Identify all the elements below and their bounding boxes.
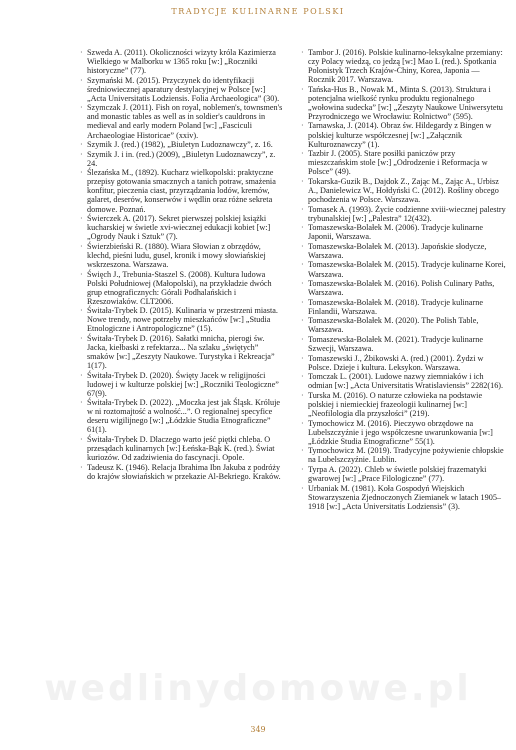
bibliography-column-right bbox=[301, 48, 507, 511]
bibliography-entry: · Świerczek A. (2017). Sekret pierwszej polskiej książki kucharskiej w świetle xvi-wiecznej edukacji kobiet [w:] „Ogrody Nauk i Sztuk” (7). bbox=[80, 214, 286, 241]
running-header: TRADYCJE KULINARNE POLSKI bbox=[171, 7, 345, 16]
bibliography-entry: · Tarnawska, J. (2014). Obraz św. Hildegardy z Bingen w polskiej kulturze współczesnej [w:] „Załącznik Kulturoznawczy” (1). bbox=[301, 121, 507, 148]
bibliography-entry: · Świerzbieński R. (1880). Wiara Słowian z obrzędów, klechd, pieśni ludu, gusel, kronik i mowy słowiańskiej wskrzeszona. Warszawa. bbox=[80, 242, 286, 269]
page-number: 349 bbox=[250, 725, 266, 734]
bibliography-entry: · Tańska-Hus B., Nowak M., Minta S. (2013). Struktura i potencjalna wielkość rynku produktu regionalnego „wołowina sudecka” [w:] „Zeszyty Naukowe Uniwersytetu Przyrodniczego we Wrocławiu: Rolnictwo” (595). bbox=[301, 85, 507, 121]
bibliography-entry: · Tomczak L. (2001). Ludowe nazwy ziemniaków i ich odmian [w:] „Acta Universitatis Wratislaviensis” 2282(16). bbox=[301, 372, 507, 390]
bibliography-entry: · Tomaszewska-Bolałek M. (2021). Tradycje kulinarne Szwecji, Warszawa. bbox=[301, 335, 507, 353]
bibliography-entry: · Turska M. (2016). O naturze człowieka na podstawie polskiej i niemieckiej frazeologii kulinarnej [w:] „Neofilologia dla przyszłości” (219). bbox=[301, 391, 507, 418]
bibliography-entry: · Tomaszewska-Bolałek M. (2006). Tradycje kulinarne Japonii, Warszawa. bbox=[301, 223, 507, 241]
bibliography-entry: · Szymczak J. (2011). Fish on royal, noblemen's, townsmen's and monastic tables as well as in soldier's cauldrons in medieval and early modern Poland [w:] „Fasciculi Archaeologiae Historicae” (xxiv). bbox=[80, 103, 286, 139]
watermark: wedlinydomowe.pl bbox=[44, 668, 472, 709]
bibliography-entry: · Tazbir J. (2005). Stare posiłki paniczów przy mieszczańskim stole [w:] „Odrodzenie i Reformacja w Polsce” (49). bbox=[301, 149, 507, 176]
bibliography-column-left bbox=[80, 48, 286, 481]
bibliography-entry: · Szweda A. (2011). Okoliczności wizyty króla Kazimierza Wielkiego w Malborku w 1365 roku [w:] „Roczniki historyczne” (77). bbox=[80, 48, 286, 75]
bibliography-entry: · Święch J., Trebunia-Staszel S. (2008). Kultura ludowa Polski Południowej (Małopolski), na przykładzie dwóch grup etnograficznych: Górali Podhalańskich i Rzeszowiaków. CLT2006. bbox=[80, 270, 286, 306]
bibliography-entry: · Tyrpa A. (2022). Chleb w świetle polskiej frazematyki gwarowej [w:] „Prace Filologiczne” (77). bbox=[301, 465, 507, 483]
bibliography-entry: · Tomaszewska-Bolałek M. (2016). Polish Culinary Paths, Warszawa. bbox=[301, 279, 507, 297]
bibliography-entry: · Tomasek A. (1993). Życie codzienne xviii-wiecznej palestry trybunalskiej [w:] „Palestra” 12(432). bbox=[301, 205, 507, 223]
bibliography-entry: · Tomaszewska-Bolałek M. (2015). Tradycje kulinarne Korei, Warszawa. bbox=[301, 260, 507, 278]
bibliography-entry: · Szymik J. i in. (red.) (2009), „Biuletyn Ludoznawczy”, z. 24. bbox=[80, 150, 286, 168]
bibliography-entry: · Tymochowicz M. (2019). Tradycyjne pożywienie chłopskie na Lubelszczyźnie. Lublin. bbox=[301, 446, 507, 464]
bibliography-entry: · Ślezańska M., (1892). Kucharz wielkopolski: praktyczne przepisy gotowania smacznych a tanich potraw, smażenia konfitur, pieczenia ciast, przyrządzania lodów, kremów, galaret, deserów, konserwów i wędlin oraz różne sekreta domowe. Poznań. bbox=[80, 168, 286, 213]
bibliography-entry: · Świtała-Trybek D. (2016). Sałatki mnicha, pierogi św. Jacka, kiełbaski z refektarza... Na szlaku „świętych” smaków [w:] „Zeszyty Naukowe. Turystyka i Rekreacja” 1(17). bbox=[80, 334, 286, 370]
bibliography-entry: · Tadeusz K. (1946). Relacja Ibrahima Ibn Jakuba z podróży do krajów słowiańskich w przekazie Al-Bekriego. Kraków. bbox=[80, 463, 286, 481]
bibliography-entry: · Tomaszewska-Bolałek M. (2018). Tradycje kulinarne Finlandii, Warszawa. bbox=[301, 298, 507, 316]
bibliography-entry: · Tymochowicz M. (2016). Pieczywo obrzędowe na Lubelszczyźnie i jego współczesne uwarunkowania [w:] „Łódzkie Studia Etnograficzne” 55(1). bbox=[301, 419, 507, 446]
bibliography-entry: · Tambor J. (2016). Polskie kulinarno-leksykalne przemiany: czy Polacy wiedzą, co jedzą [w:] Mao L (red.). Spotkania Polonistyk Trzech Krajów-Chiny, Korea, Japonia — Rocznik 2017. Warszawa. bbox=[301, 48, 507, 84]
bibliography-entry: · Tomaszewska-Bolałek M. (2013). Japońskie słodycze, Warszawa. bbox=[301, 242, 507, 260]
bibliography-entry: · Tomaszewski J., Żbikowski A. (red.) (2001). Żydzi w Polsce. Dzieje i kultura. Leksykon. Warszawa. bbox=[301, 354, 507, 372]
bibliography-entry: · Szymański M. (2015). Przyczynek do identyfikacji średniowiecznej aparatury destylacyjnej w Polsce [w:] „Acta Universitatis Lodziensis. Folia Archaeologica” (30). bbox=[80, 76, 286, 103]
bibliography-entry: · Świtała-Trybek D. (2022). „Moczka jest jak Śląsk. Króluje w ni roztomajtość a wolność...”. O regionalnej specyfice deseru wigilijnego [w:] „Łódzkie Studia Etnograficzne” 61(1). bbox=[80, 398, 286, 434]
bibliography-entry: · Świtała-Trybek D. (2020). Święty Jacek w religijności ludowej i w kulturze polskiej [w:] „Roczniki Teologiczne” 67(9). bbox=[80, 371, 286, 398]
bibliography-entry: · Świtała-Trybek D. Dlaczego warto jeść piętki chleba. O przesądach kulinarnych [w:] Łeńska-Bąk K. (red.). Świat kuriozów. Od zadziwienia do fascynacji. Opole. bbox=[80, 435, 286, 462]
bibliography-entry: · Tokarska-Guzik B., Dajdok Z., Zając M., Zając A., Urbisz A., Danielewicz W., Hołdyński C. (2012). Rośliny obcego pochodzenia w Polsce. Warszawa. bbox=[301, 177, 507, 204]
bibliography-entry: · Urbaniak M. (1981). Koła Gospodyń Wiejskich Stowarzyszenia Zjednoczonych Ziemianek w latach 1905–1918 [w:] „Acta Universitatis Lodziensis” (3). bbox=[301, 484, 507, 511]
bibliography-entry: · Świtała-Trybek D. (2015). Kulinaria w przestrzeni miasta. Nowe trendy, nowe potrzeby mieszkańców [w:] „Studia Etnologiczne i Antropologiczne” (15). bbox=[80, 306, 286, 333]
bibliography-entry: · Tomaszewska-Bolałek M. (2020). The Polish Table, Warszawa. bbox=[301, 316, 507, 334]
bibliography-entry: · Szymik J. (red.) (1982), „Biuletyn Ludoznawczy”, z. 16. bbox=[80, 140, 286, 149]
